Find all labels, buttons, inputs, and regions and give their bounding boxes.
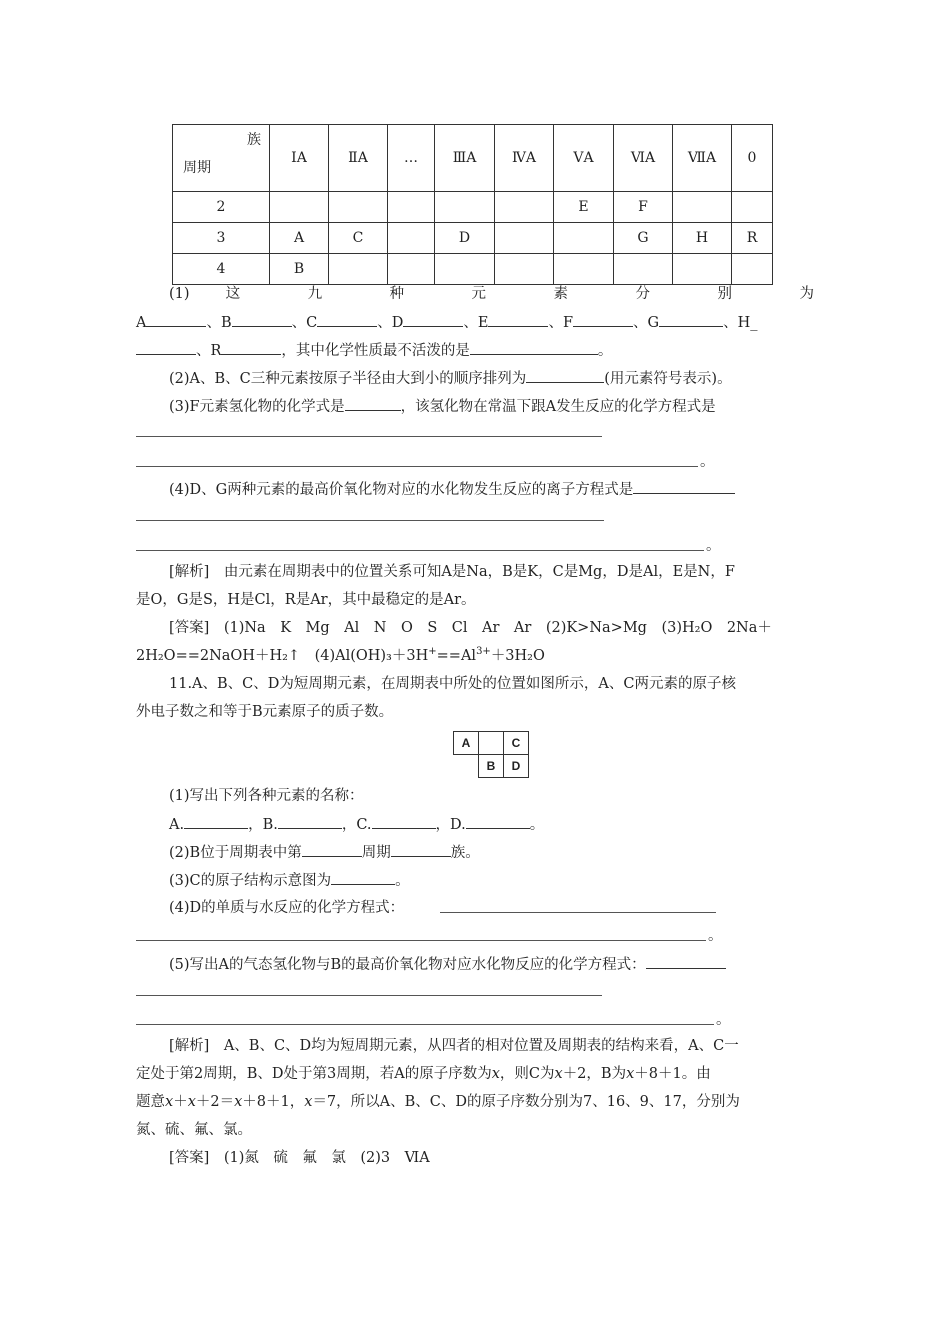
- table-cell: B: [270, 254, 329, 285]
- table-row: [173, 254, 773, 285]
- table-cell: [732, 192, 773, 223]
- element-position-grid: [453, 731, 529, 778]
- q11-p5-end: 。: [716, 1012, 731, 1028]
- answer-1-line1: [答案] (1)Na K Mg Al N O S Cl Ar Ar (2)K>Na>Mg (3)H₂O 2Na＋: [169, 620, 772, 636]
- answer-blank-name-c[interactable]: [372, 814, 436, 829]
- q11-p1: (1)写出下列各种元素的名称：: [169, 788, 364, 804]
- answer-blank-radius[interactable]: [526, 368, 604, 383]
- answer-line[interactable]: [136, 466, 698, 467]
- q11-p5: (5)写出A的气态氢化物与B的最高价氧化物对应水化物反应的化学方程式：: [169, 954, 726, 975]
- q1-line1: (1) 这 九 种 元 素 分 别 为: [169, 286, 814, 302]
- table-cell: D: [435, 223, 495, 254]
- answer-blank-b[interactable]: [232, 312, 292, 327]
- answer-2-line: [答案] (1)氮 硫 氟 氯 (2)3 ⅥA: [169, 1150, 430, 1166]
- answer-blank-hydride[interactable]: [345, 396, 401, 411]
- table-cell: [270, 192, 329, 223]
- answer-blank-period[interactable]: [302, 842, 362, 857]
- q11-p4-end: 。: [708, 928, 723, 944]
- answer-blank-r[interactable]: [221, 340, 281, 355]
- answer-blank-group[interactable]: [391, 842, 451, 857]
- analysis-2-line3: 题意x＋x＋2＝x＋8＋1，x＝7，所以A、B、C、D的原子序数分别为7、16、9、17，分别为: [136, 1094, 740, 1110]
- answer-line[interactable]: [136, 550, 704, 551]
- q4-end: 。: [706, 538, 721, 554]
- q11-p2: (2)B位于周期表中第 周期 族。: [169, 842, 480, 863]
- answer-blank-reaction[interactable]: [646, 954, 726, 969]
- table-cell: [495, 223, 554, 254]
- table-cell: [388, 223, 435, 254]
- q4-line: (4)D、G两种元素的最高价氧化物对应的水化物发生反应的离子方程式是: [169, 479, 735, 500]
- table-cell: E: [554, 192, 614, 223]
- group-header: 0: [732, 125, 773, 192]
- periodic-table: [172, 124, 773, 285]
- q1-blanks-line: A 、B 、C 、D 、E 、F 、G 、H_: [136, 312, 758, 333]
- table-cell: G: [614, 223, 673, 254]
- q3-line: (3)F元素氢化物的化学式是 ，该氢化物在常温下跟A发生反应的化学方程式是: [169, 396, 716, 417]
- answer-blank-name-a[interactable]: [184, 814, 248, 829]
- answer-blank-name-d[interactable]: [466, 814, 530, 829]
- answer-blank-h[interactable]: [136, 340, 196, 355]
- answer-line[interactable]: [440, 912, 716, 913]
- grid-cell: A: [454, 732, 479, 755]
- table-cell: [732, 254, 773, 285]
- table-cell: [673, 254, 732, 285]
- analysis-1-line2: 是O，G是S，H是Cl，R是Ar，其中最稳定的是Ar。: [136, 592, 476, 608]
- q11-line2: 外电子数之和等于B元素原子的质子数。: [136, 704, 394, 720]
- table-cell: [554, 254, 614, 285]
- answer-blank-e[interactable]: [488, 312, 548, 327]
- table-header-row: [173, 125, 773, 192]
- answer-line[interactable]: [136, 436, 602, 437]
- period-cell: 4: [173, 254, 270, 285]
- period-cell: 2: [173, 192, 270, 223]
- table-cell: [554, 223, 614, 254]
- q11-p3: (3)C的原子结构示意图为 。: [169, 870, 410, 891]
- table-cell: [329, 192, 388, 223]
- q2-line: (2)A、B、C三种元素按原子半径由大到小的顺序排列为 (用元素符号表示)。: [169, 368, 732, 389]
- table-row: [173, 192, 773, 223]
- table-cell: [495, 254, 554, 285]
- group-header: ⅠA: [270, 125, 329, 192]
- analysis-2-line4: 氮、硫、氟、氯。: [136, 1122, 252, 1138]
- table-corner-cell: [173, 125, 270, 192]
- group-header: ⅡA: [329, 125, 388, 192]
- answer-blank-a[interactable]: [146, 312, 206, 327]
- table-cell: [329, 254, 388, 285]
- grid-cell: [479, 732, 504, 755]
- table-cell: [435, 192, 495, 223]
- period-header-label: 周期: [183, 160, 211, 176]
- table-row: [173, 223, 773, 254]
- table-cell: [388, 192, 435, 223]
- table-cell: [673, 192, 732, 223]
- table-cell: [435, 254, 495, 285]
- period-cell: 3: [173, 223, 270, 254]
- analysis-2-line2: 定处于第2周期，B、D处于第3周期，若A的原子序数为x，则C为x＋2，B为x＋8＋1。由: [136, 1066, 711, 1082]
- answer-line[interactable]: [136, 940, 706, 941]
- group-header: ⅦA: [673, 125, 732, 192]
- answer-line[interactable]: [136, 1024, 714, 1025]
- answer-line[interactable]: [136, 520, 604, 521]
- answer-blank-f[interactable]: [573, 312, 633, 327]
- q3-end: 。: [700, 454, 715, 470]
- table-cell: A: [270, 223, 329, 254]
- group-header: ⅥA: [614, 125, 673, 192]
- analysis-1-line1: [解析] 由元素在周期表中的位置关系可知A是Na，B是K，C是Mg，D是Al，E是N，F: [169, 564, 735, 580]
- answer-blank-g[interactable]: [659, 312, 723, 327]
- grid-cell: C: [504, 732, 529, 755]
- group-header: ⅣA: [495, 125, 554, 192]
- answer-blank-structure[interactable]: [331, 870, 395, 885]
- answer-blank-c[interactable]: [317, 312, 377, 327]
- analysis-2-line1: [解析] A、B、C、D均为短周期元素，从四者的相对位置及周期表的结构来看，A、C一: [169, 1038, 739, 1054]
- table-cell: [614, 254, 673, 285]
- answer-line[interactable]: [136, 995, 602, 996]
- answer-blank-inert[interactable]: [470, 340, 598, 355]
- grid-cell: [454, 755, 479, 778]
- grid-cell: B: [479, 755, 504, 778]
- q11-line1: 11.A、B、C、D为短周期元素，在周期表中所处的位置如图所示，A、C两元素的原子核: [169, 676, 736, 692]
- answer-blank-d[interactable]: [403, 312, 463, 327]
- group-header: ⅤA: [554, 125, 614, 192]
- table-cell: F: [614, 192, 673, 223]
- q11-p4: (4)D的单质与水反应的化学方程式：: [169, 900, 405, 916]
- answer-blank-name-b[interactable]: [278, 814, 342, 829]
- group-header: ⅢA: [435, 125, 495, 192]
- group-header-label: 族: [247, 132, 261, 148]
- grid-cell: D: [504, 755, 529, 778]
- table-cell: H: [673, 223, 732, 254]
- table-cell: R: [732, 223, 773, 254]
- answer-blank-ionic[interactable]: [633, 479, 735, 494]
- q11-p1-blanks: A. ，B. ，C. ，D. 。: [169, 814, 544, 835]
- table-cell: C: [329, 223, 388, 254]
- group-header: …: [388, 125, 435, 192]
- answer-1-line2: 2H₂O==2NaOH＋H₂↑ $(4)Al(OH)_3+3H^+==Al^{3+}+3H_2O$: [136, 646, 545, 664]
- table-cell: [495, 192, 554, 223]
- table-cell: [388, 254, 435, 285]
- q1-line3: 、R ，其中化学性质最不活泼的是 。: [136, 340, 612, 361]
